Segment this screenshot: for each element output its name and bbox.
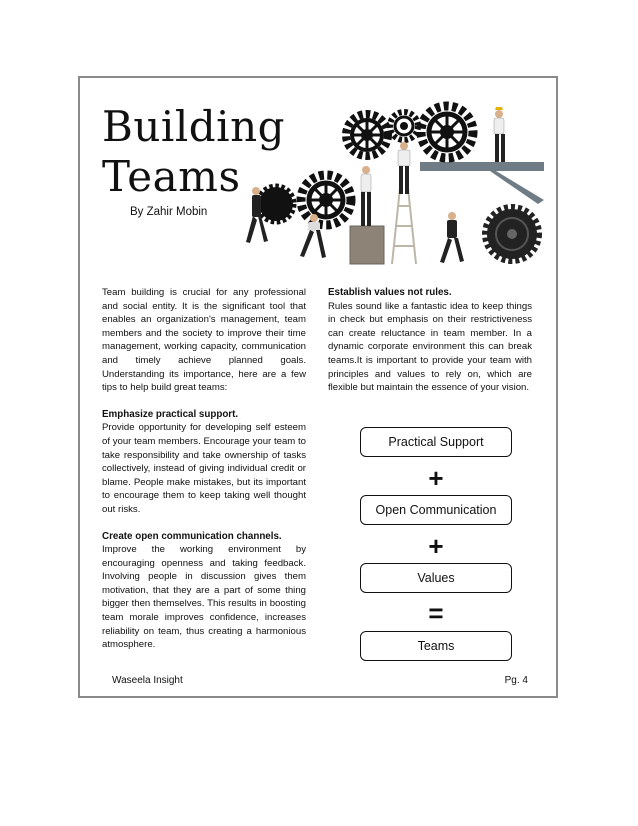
section-paragraph: Improve the working environment by encouraging openness and taking feedback. Involving people in discussion gives them motivation, that they are a part of some thing bigger then themselves. This results in boosting team morale improves confidence, increases reliability on team, thus creating a harmonious atmosphere.	[102, 544, 306, 651]
person-figure	[440, 212, 464, 263]
values-box: Values	[360, 563, 512, 593]
gear-icon	[421, 106, 473, 158]
gear-icon	[485, 207, 539, 261]
gears-teamwork-illustration	[240, 96, 558, 274]
person-figure	[494, 107, 505, 162]
section-heading: Create open communication channels.	[102, 530, 282, 542]
plus-operator: +	[428, 531, 444, 561]
ladder	[392, 188, 416, 264]
gear-icon	[390, 112, 418, 140]
beam-brace	[490, 171, 544, 204]
plus-operator: +	[428, 463, 444, 493]
footer-publication: Waseela Insight	[112, 675, 183, 686]
gear-icon	[301, 175, 351, 225]
left-column	[102, 286, 306, 652]
magazine-page	[78, 76, 558, 698]
section-heading: Establish values not rules.	[328, 287, 452, 298]
section-paragraph: Provide opportunity for developing self esteem of your team members. Encourage your team to take responsibility and take ownership of tasks collectively, instead of giving individual credit or blame. People make mistakes, but its important to encourage them to keep taking well thought out risks.	[102, 422, 306, 515]
gear-icon	[346, 114, 388, 156]
intro-paragraph: Team building is crucial for any professional and social entity. It is the significant tool that enables an organization's management, team members and the society to improve their time management, working capacity, communication and timely achieve planned goals. Understanding its importance, here are a few tips to help build great teams:	[102, 287, 306, 394]
section-paragraph: Rules sound like a fantastic idea to keep things in check but emphasis on their restrictiveness can create reluctance in team member. In a dynamic corporate environment this can break teams.It is important to provide your team with principles and values to rely on, which are flexible but maintain the essence of your vision.	[328, 300, 532, 394]
section-heading: Emphasize practical support.	[102, 408, 239, 420]
right-column	[328, 286, 532, 395]
title-line-2: Teams	[102, 152, 241, 201]
equals-operator: =	[428, 598, 444, 628]
steel-beam	[420, 162, 544, 171]
person-figure	[398, 142, 410, 194]
person-figure	[361, 166, 371, 226]
teams-box: Teams	[360, 631, 512, 661]
footer-page-number: Pg. 4	[504, 675, 528, 686]
gear-icon	[258, 186, 294, 222]
practical-support-box: Practical Support	[360, 427, 512, 457]
stone-block	[350, 226, 384, 264]
byline: By Zahir Mobin	[130, 206, 208, 218]
title-line-1: Building	[102, 102, 286, 151]
open-communication-box: Open Communication	[360, 495, 512, 525]
